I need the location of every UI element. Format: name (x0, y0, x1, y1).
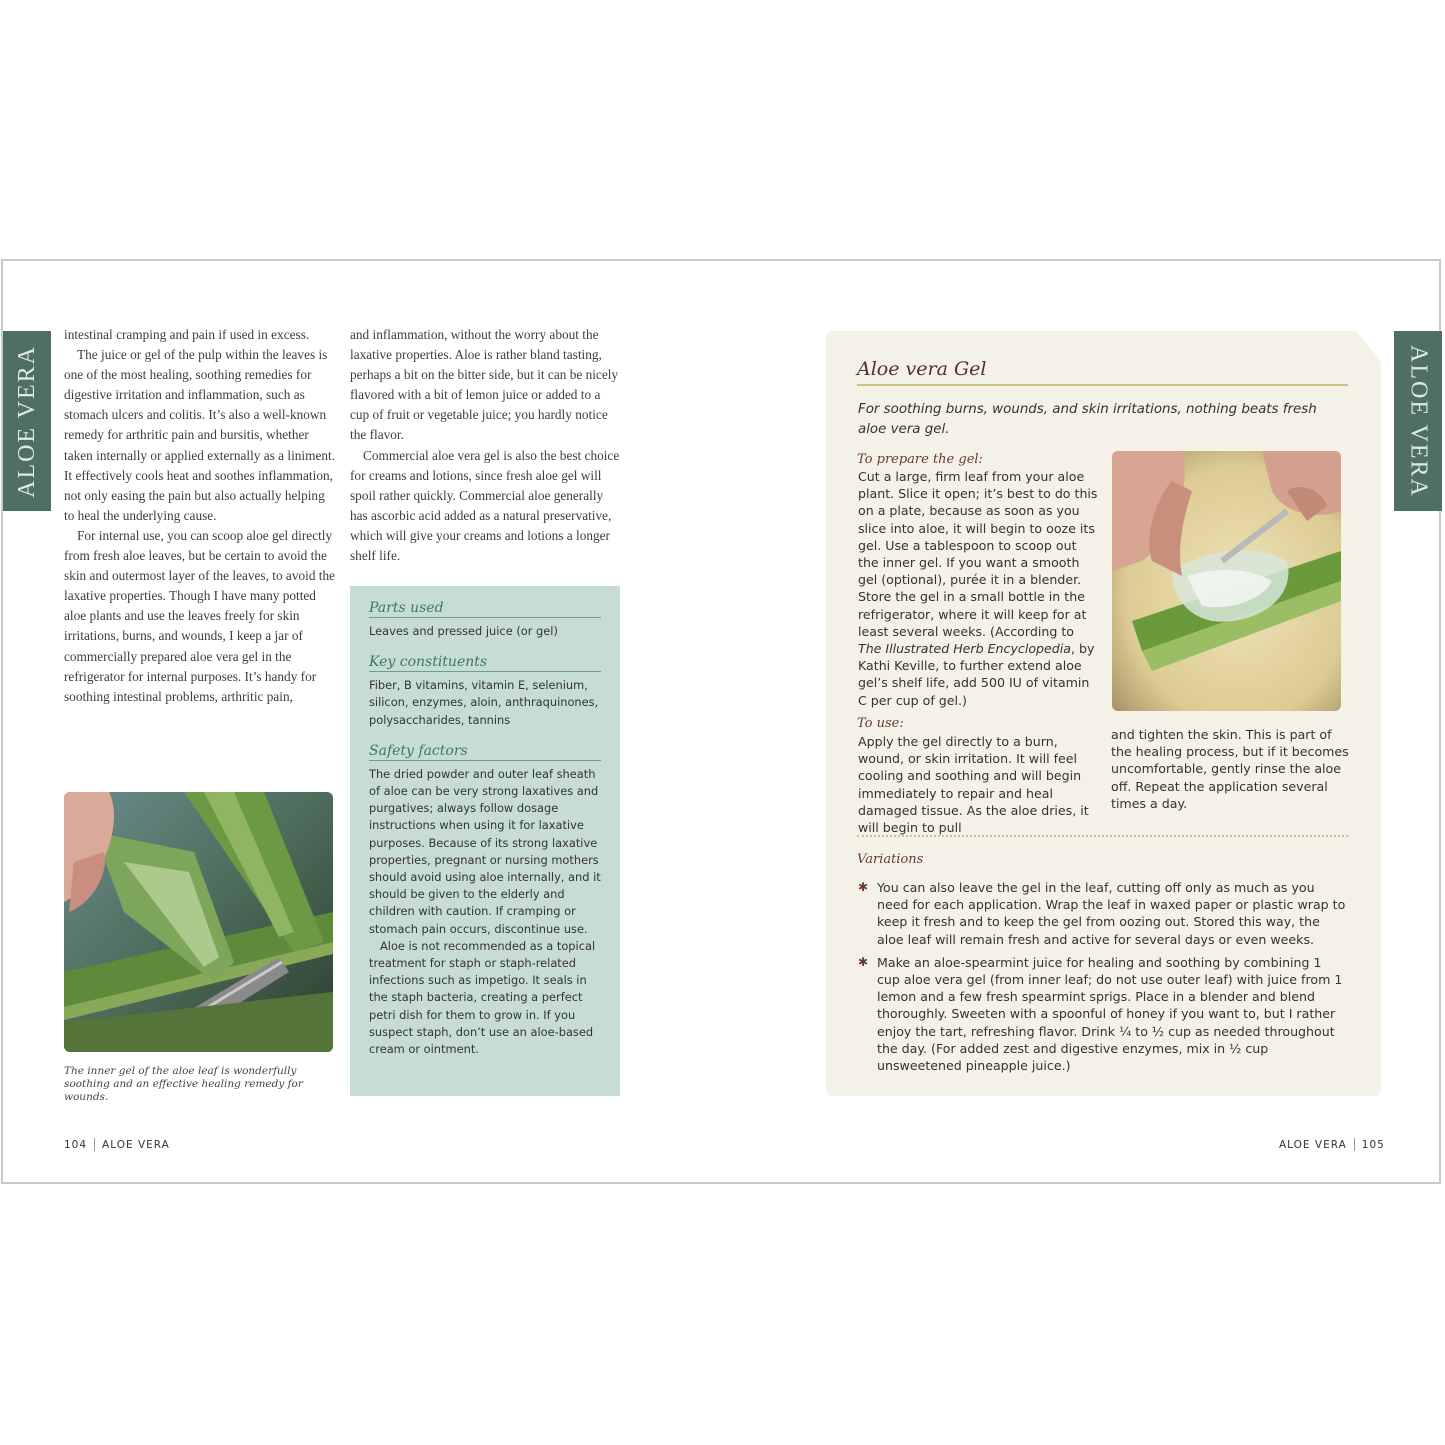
parts-used-heading: Parts used (369, 600, 601, 618)
safety-factors-text-2: Aloe is not recommended as a topical treatment for staph or staph-related infections such as impetigo. It seals in the staph bacteria, creating a perfect petri dish for them to grow in. If you suspect staph, don’t use an aloe-based cream or ointment. (369, 938, 596, 1057)
list-item (858, 954, 1348, 1074)
list-item (858, 879, 1348, 948)
folio-divider (1354, 1138, 1355, 1151)
variations-list (858, 879, 1348, 1080)
recipe-title: Aloe vera Gel (857, 358, 987, 380)
text-column-1 (64, 325, 336, 707)
book-title: The Illustrated Herb Encyclopedia (858, 641, 1071, 657)
prepare-heading: To prepare the gel: (857, 452, 983, 467)
section-divider (857, 835, 1348, 837)
prepare-text-part: Cut a large, firm leaf from your aloe plant. Slice it open; it’s best to do this on a plate, because as soon as you slice into aloe, it will begin to ooze its gel. Use a tablespoon to scoop out the inner gel. If you want a smooth gel (optional), purée it in a blender. Store the gel in a small bottle in the refrigerator, where it will keep for at least several weeks. (According to (858, 469, 1098, 639)
variation-text: You can also leave the gel in the leaf, cutting off only as much as you need for each application. Wrap the leaf in waxed paper or plastic wrap to keep it fresh and to keep the gel from oozing out. Stored this way, the aloe leaf will remain fresh and active for several days or even weeks. (877, 880, 1346, 947)
chapter-tab-label: ALOE VERA (1405, 344, 1432, 498)
parts-used-text: Leaves and pressed juice (or gel) (369, 624, 558, 638)
recipe-subtitle: For soothing burns, wounds, and skin irritations, nothing beats fresh aloe vera gel. (858, 402, 1317, 437)
paragraph: and inflammation, without the worry about the laxative properties. Aloe is rather bland tasting, perhaps a bit on the bitter side, but it can be nicely flavored with a bit of lemon juice or added to a cup of fruit or vegetable juice; you hardly notice the flavor. (350, 327, 619, 443)
aloe-leaf-photo (64, 792, 333, 1052)
page-number: 105 (1361, 1138, 1385, 1151)
paragraph: For internal use, you can scoop aloe gel directly from fresh aloe leaves, but be certain to avoid the skin and outermost layer of the leaves, to avoid the laxative properties. Though I have many potted aloe plants and use the leaves freely for skin irritations, burns, and wounds, I keep a jar of commercially prepared aloe vera gel in the refrigerator for internal purposes. It’s handy for soothing intestinal problems, arthritic pain, (64, 527, 336, 704)
paragraph: Commercial aloe vera gel is also the best choice for creams and lotions, since fresh aloe gel will spoil rather quickly. Commercial aloe generally has ascorbic acid added as a natural preservative, which will give your creams and lotions a longer shelf life. (350, 447, 620, 564)
variation-text: Make an aloe-spearmint juice for healing and soothing by combining 1 cup aloe vera gel (from inner leaf; do not use outer leaf) with juice from 1 lemon and a few fresh spearmint sprigs. Place in a blender and blend thoroughly. Sweeten with a spoonful of honey if you want to, but I rather enjoy the tart, refreshing flavor. Drink ¼ to ½ cup as needed throughout the day. (For added zest and digestive enzymes, mix in ½ cup unsweetened pineapple juice.) (877, 954, 1343, 1074)
chapter-tab-right (1394, 331, 1442, 511)
prepare-text (858, 468, 1098, 709)
prepare-text-part: , by Kathi Keville, to further extend aloe gel’s shelf life, add 500 IU of vitamin C per cup of gel.) (858, 641, 1095, 708)
chapter-tab-left (3, 331, 51, 511)
running-head: ALOE VERA (102, 1138, 170, 1151)
paragraph: intestinal cramping and pain if used in excess. (64, 327, 310, 342)
page-folio-right (1279, 1138, 1385, 1151)
asterisk-icon: ✱ (858, 880, 869, 894)
text-column-2 (350, 325, 620, 566)
facts-sidebar (350, 586, 620, 1096)
to-use-heading: To use: (857, 716, 904, 731)
key-constituents-heading: Key constituents (369, 654, 601, 672)
to-use-text-left: Apply the gel directly to a burn, wound, or skin irritation. It will feel cooling and soothing and will begin immediately to repair and heal damaged tissue. As the aloe dries, it will begin to pull (858, 734, 1089, 836)
folio-divider (94, 1138, 95, 1151)
variations-heading: Variations (857, 852, 924, 867)
safety-factors-text: The dried powder and outer leaf sheath of aloe can be very strong laxatives and purgatives; always follow dosage instructions when using it for laxative purposes. Because of its strong laxative properties, pregnant or nursing mothers should avoid using aloe internally, and it should be given to the elderly and children with caution. If cramping or stomach pain occurs, discontinue use. (369, 766, 601, 936)
page-folio-left (64, 1138, 170, 1151)
key-constituents-text: Fiber, B vitamins, vitamin E, selenium, silicon, enzymes, aloin, anthraquinones, polysaccharides, tannins (369, 678, 599, 727)
safety-factors-heading: Safety factors (369, 743, 601, 761)
page-number: 104 (64, 1138, 88, 1151)
paragraph: The juice or gel of the pulp within the leaves is one of the most healing, soothing remedies for digestive irritation and inflammation, such as stomach ulcers and colitis. It’s also a well-known remedy for arthritic pain and bursitis, whether taken internally or applied externally as a liniment. It effectively cools heat and soothes inflammation, not only easing the pain but also actually helping to heal the underlying cause. (64, 347, 336, 523)
asterisk-icon: ✱ (858, 954, 869, 969)
photo-caption: The inner gel of the aloe leaf is wonderfully soothing and an effective healing remedy for wounds. (64, 1065, 303, 1103)
running-head: ALOE VERA (1279, 1138, 1347, 1151)
gel-scooping-photo (1112, 451, 1341, 711)
title-rule (857, 384, 1348, 386)
to-use-text-right: and tighten the skin. This is part of the healing process, but if it becomes uncomfortable, gently rinse the aloe off. Repeat the application several times a day. (1111, 727, 1349, 811)
chapter-tab-label: ALOE VERA (13, 344, 40, 498)
